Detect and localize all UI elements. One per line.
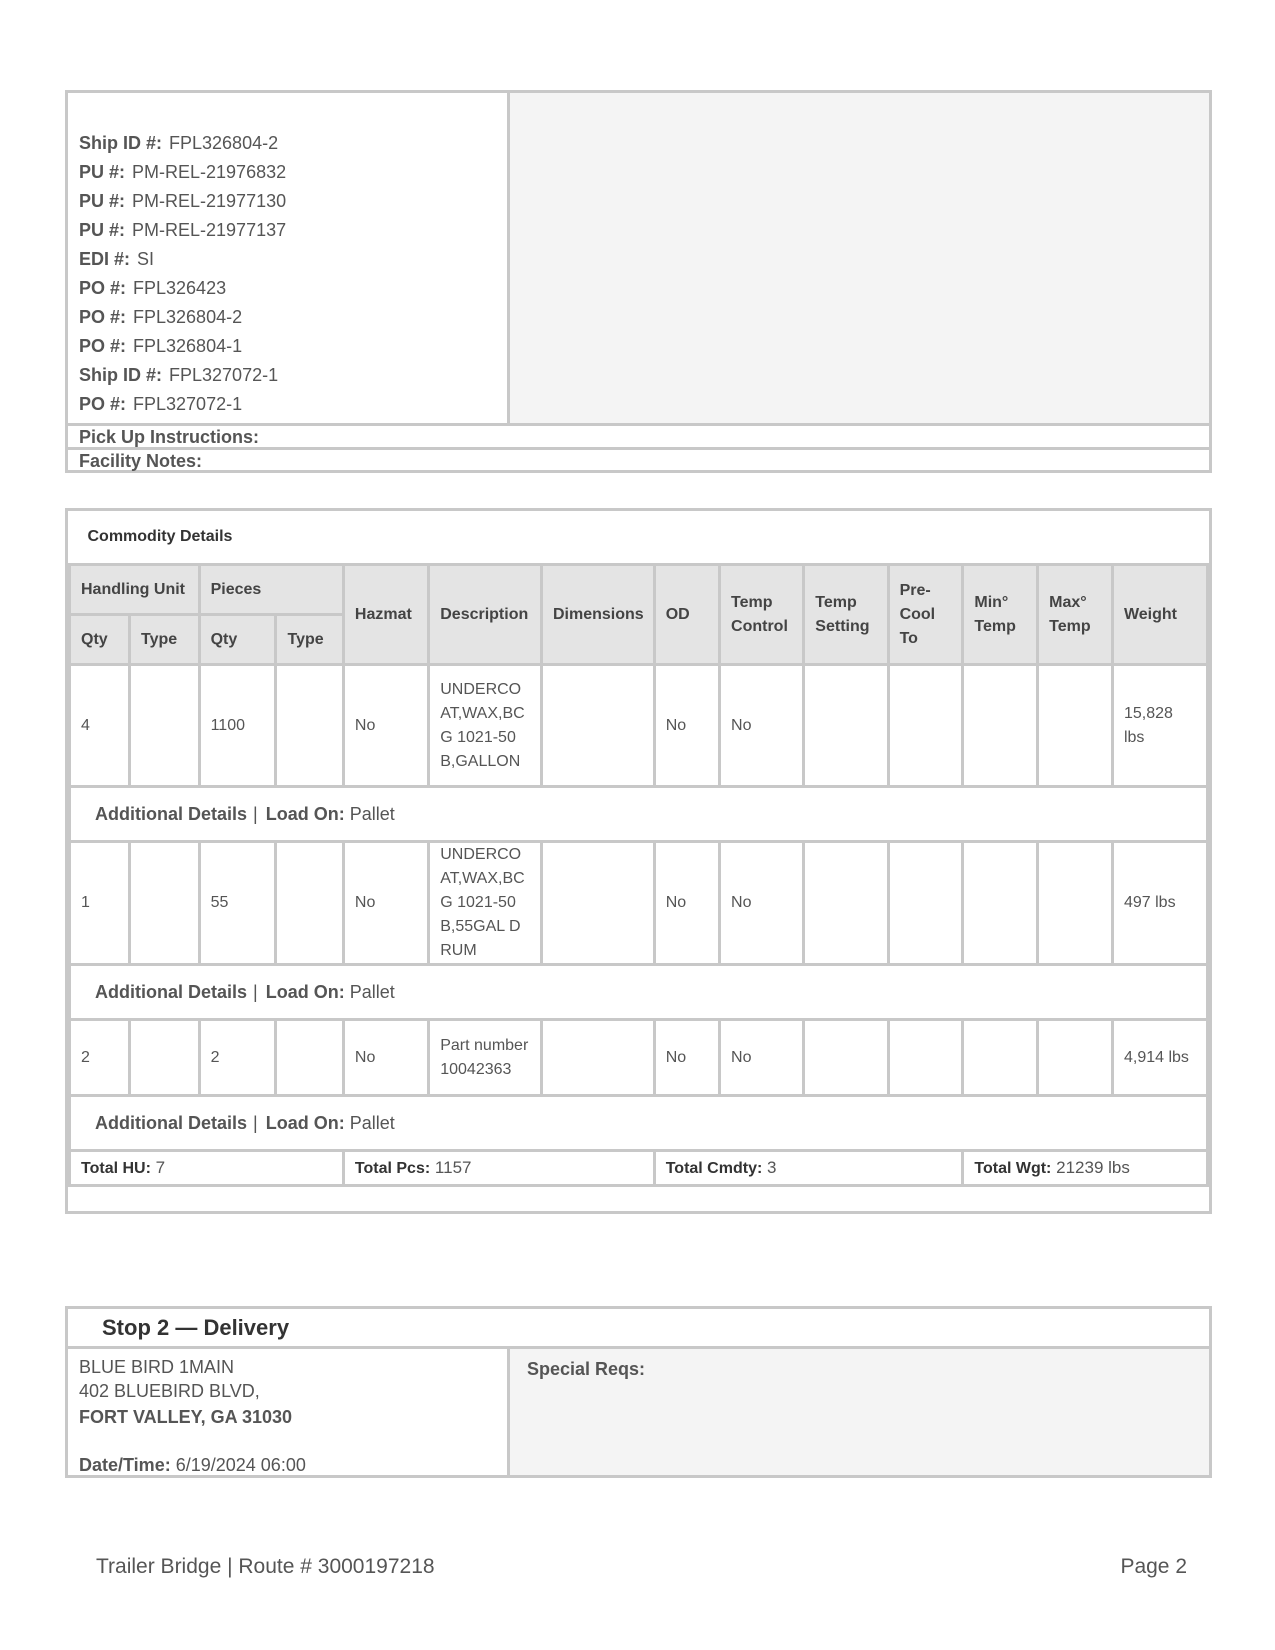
weight: 15,828 lbs	[1112, 665, 1207, 787]
header-hazmat: Hazmat	[343, 565, 428, 665]
pre-cool	[888, 1020, 963, 1096]
header-pc-qty: Qty	[199, 615, 276, 665]
shipment-references-panel	[65, 90, 1212, 473]
min-temp	[963, 842, 1038, 965]
stop-2-address	[68, 1349, 510, 1475]
additional-details-row	[70, 787, 1208, 842]
facility-notes: Facility Notes:	[68, 447, 1209, 471]
ref-line: Ship ID #: FPL326804-2	[79, 133, 279, 153]
pc-type	[276, 1020, 343, 1096]
hazmat: No	[343, 842, 428, 965]
pre-cool	[888, 842, 963, 965]
ref-line: PO #: FPL327072-1	[79, 394, 243, 414]
header-handling-unit: Handling Unit	[70, 565, 200, 615]
footer-route: Trailer Bridge | Route # 3000197218	[96, 1555, 435, 1578]
pc-type	[276, 665, 343, 787]
table-row	[70, 665, 1208, 787]
header-hu-type: Type	[130, 615, 200, 665]
od: No	[654, 665, 719, 787]
total-wgt: Total Wgt: 21239 lbs	[963, 1151, 1208, 1186]
additional-details: Additional Details | Load On: Pallet	[70, 1096, 1208, 1151]
special-reqs: Special Reqs:	[510, 1349, 1209, 1475]
header-pieces: Pieces	[199, 565, 343, 615]
stop-2-title: Stop 2 — Delivery	[68, 1309, 1209, 1349]
max-temp	[1038, 842, 1113, 965]
header-min-temp: Min° Temp	[963, 565, 1038, 665]
table-row	[70, 842, 1208, 965]
ref-line: PU #: PM-REL-21976832	[79, 162, 287, 182]
description: Part number 10042363	[429, 1020, 542, 1096]
temp-control: No	[720, 665, 804, 787]
ref-line: PO #: FPL326804-2	[79, 307, 243, 327]
reference-side-panel	[510, 93, 1209, 423]
pc-qty: 55	[199, 842, 276, 965]
weight: 497 lbs	[1112, 842, 1207, 965]
commodity-title: Commodity Details	[70, 511, 1208, 565]
dimensions	[541, 1020, 654, 1096]
hu-qty: 4	[70, 665, 130, 787]
additional-details: Additional Details | Load On: Pallet	[70, 965, 1208, 1020]
header-od: OD	[654, 565, 719, 665]
pc-qty: 2	[199, 1020, 276, 1096]
min-temp	[963, 1020, 1038, 1096]
hazmat: No	[343, 1020, 428, 1096]
pc-type	[276, 842, 343, 965]
hu-type	[130, 1020, 200, 1096]
header-max-temp: Max° Temp	[1038, 565, 1113, 665]
stop-city-state-zip: FORT VALLEY, GA 31030	[79, 1407, 293, 1427]
max-temp	[1038, 665, 1113, 787]
totals-row	[70, 1151, 1208, 1186]
dimensions	[541, 842, 654, 965]
total-cmdty: Total Cmdty: 3	[654, 1151, 963, 1186]
header-temp-control: Temp Control	[720, 565, 804, 665]
ref-line: PU #: PM-REL-21977130	[79, 191, 287, 211]
weight: 4,914 lbs	[1112, 1020, 1207, 1096]
temp-control: No	[720, 842, 804, 965]
hu-qty: 2	[70, 1020, 130, 1096]
header-hu-qty: Qty	[70, 615, 130, 665]
pre-cool	[888, 665, 963, 787]
commodity-details-panel	[65, 508, 1212, 1214]
header-weight: Weight	[1112, 565, 1207, 665]
description: UNDERCOAT,WAX,BCG 1021-50B,GALLON	[429, 665, 542, 787]
ref-line: PU #: PM-REL-21977137	[79, 220, 287, 240]
commodity-table	[68, 511, 1209, 1187]
additional-details-row	[70, 1096, 1208, 1151]
header-pc-type: Type	[276, 615, 343, 665]
dimensions	[541, 665, 654, 787]
hazmat: No	[343, 665, 428, 787]
page-number: Page 2	[1120, 1555, 1187, 1578]
stop-name: BLUE BIRD 1MAIN	[79, 1357, 235, 1377]
header-pre-cool-to: Pre-Cool To	[888, 565, 963, 665]
max-temp	[1038, 1020, 1113, 1096]
header-temp-setting: Temp Setting	[804, 565, 888, 665]
temp-control: No	[720, 1020, 804, 1096]
min-temp	[963, 665, 1038, 787]
stop-datetime: Date/Time: 6/19/2024 06:00	[79, 1455, 306, 1475]
ref-line: Ship ID #: FPL327072-1	[79, 365, 279, 385]
temp-setting	[804, 665, 888, 787]
pickup-instructions: Pick Up Instructions:	[68, 423, 1209, 447]
stop-2-panel	[65, 1306, 1212, 1478]
pc-qty: 1100	[199, 665, 276, 787]
additional-details: Additional Details | Load On: Pallet	[70, 787, 1208, 842]
description: UNDERCOAT,WAX,BCG 1021-50B,55GAL DRUM	[429, 842, 542, 965]
header-dimensions: Dimensions	[541, 565, 654, 665]
ref-line: PO #: FPL326804-1	[79, 336, 243, 356]
temp-setting	[804, 842, 888, 965]
table-row	[70, 1020, 1208, 1096]
ref-line: EDI #: SI	[79, 249, 155, 269]
header-description: Description	[429, 565, 542, 665]
total-pcs: Total Pcs: 1157	[343, 1151, 654, 1186]
total-hu: Total HU: 7	[70, 1151, 344, 1186]
hu-type	[130, 842, 200, 965]
od: No	[654, 1020, 719, 1096]
hu-type	[130, 665, 200, 787]
ref-line: PO #: FPL326423	[79, 278, 227, 298]
reference-list	[68, 93, 510, 423]
additional-details-row	[70, 965, 1208, 1020]
hu-qty: 1	[70, 842, 130, 965]
od: No	[654, 842, 719, 965]
stop-street: 402 BLUEBIRD BLVD,	[79, 1381, 260, 1401]
temp-setting	[804, 1020, 888, 1096]
